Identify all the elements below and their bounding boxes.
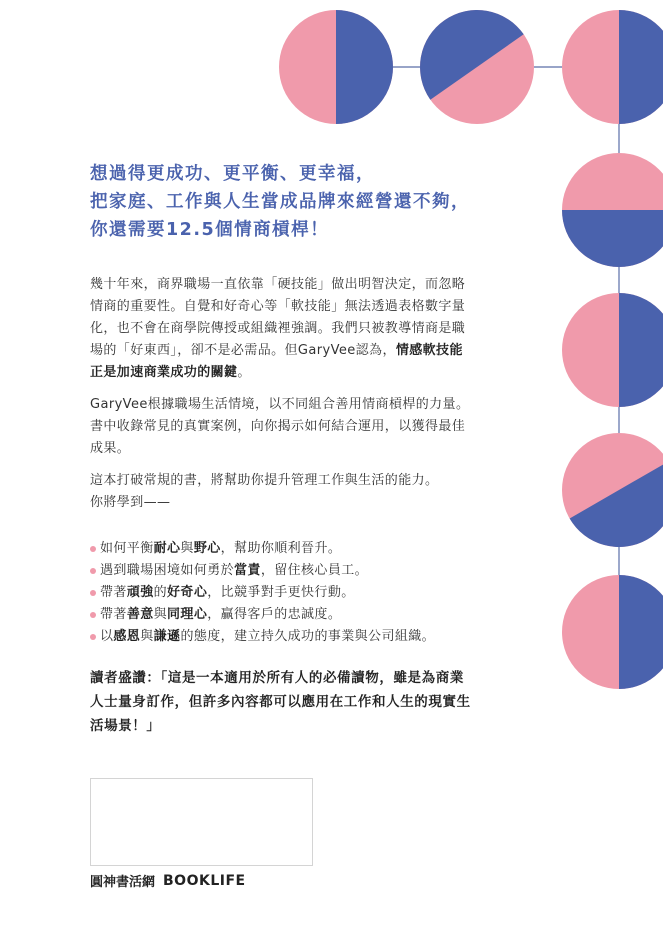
description [90, 274, 490, 514]
headline-line: 你還需要12.5個情商槓桿！ [90, 220, 330, 240]
paragraph-line: 情商的重要性。自覺和好奇心等「軟技能」無法透過表格數字量 [90, 299, 466, 314]
bullet-dot-icon [90, 546, 96, 552]
bullet-text: 帶著 [100, 585, 127, 600]
bullet-dot-icon [90, 568, 96, 574]
bullet-dot-icon [90, 612, 96, 618]
paragraph-line: 書中收錄常見的真實案例，向你揭示如何結合運用，以獲得最佳 [90, 419, 466, 434]
bullet-emphasis: 頑強 [126, 585, 154, 600]
bullet-emphasis: 善意 [126, 607, 154, 622]
paragraph-line: 幾十年來，商界職場一直依靠「硬技能」做出明智決定，而忽略 [90, 277, 466, 292]
publisher-brand: BOOKLIFE [163, 872, 246, 889]
bullet-emphasis: 野心 [193, 541, 221, 556]
circle-3 [562, 10, 663, 124]
paragraph-2 [90, 394, 490, 460]
bullet-emphasis: 謙遜 [153, 629, 181, 644]
bullet-text: 的態度，建立持久成功的事業與公司組織。 [180, 629, 436, 644]
review-line: 人士量身訂作，但許多內容都可以應用在工作和人生的現實生 [90, 694, 471, 710]
paragraph-line: 這本打破常規的書，將幫助你提升管理工作與生活的能力。 [90, 473, 439, 488]
circle-6 [562, 433, 663, 547]
bullet-dot-icon [90, 590, 96, 596]
reader-review [90, 666, 500, 738]
emphasis: 情感軟技能 [395, 343, 463, 358]
paragraph-1 [90, 274, 490, 384]
list-item [90, 604, 510, 626]
circle-4 [562, 153, 663, 267]
bullet-emphasis: 好奇心 [167, 585, 208, 600]
bullet-text: 的 [153, 585, 168, 600]
bullet-text: 如何平衡 [100, 541, 154, 556]
bullet-emphasis: 當責 [234, 563, 261, 578]
paragraph-line: 化，也不會在商學院傳授或組織裡強調。我們只被教導情商是職 [90, 321, 466, 336]
review-line: 活場景！」 [90, 718, 161, 734]
bullet-text: 以 [100, 629, 114, 644]
paragraph-line: 場的「好東西」，卻不是必需品。但GaryVee認為， [90, 343, 396, 358]
headline-line: 把家庭、工作與人生當成品牌來經營還不夠， [90, 192, 470, 212]
headline [90, 160, 520, 244]
bullet-text: 與 [140, 629, 154, 644]
paragraph-line: GaryVee根據職場生活情境，以不同組合善用情商槓桿的力量。 [90, 397, 470, 412]
bullet-text: ，贏得客戶的忠誠度。 [207, 607, 342, 622]
publisher-logo [90, 871, 246, 890]
bullet-text: 與 [153, 607, 168, 622]
list-item [90, 626, 510, 648]
circle-2 [420, 10, 534, 124]
bullet-list [90, 538, 510, 648]
publisher-name: 圓神書活網 [90, 875, 156, 890]
bullet-text: ，幫助你順利晉升。 [220, 541, 342, 556]
bullet-text: 帶著 [100, 607, 127, 622]
bullet-text: 與 [180, 541, 194, 556]
list-item [90, 538, 510, 560]
list-item [90, 582, 510, 604]
bullet-emphasis: 耐心 [153, 541, 181, 556]
circle-1 [279, 10, 393, 124]
paragraph-line: 你將學到—— [90, 495, 171, 510]
bullet-text: ，比競爭對手更快行動。 [207, 585, 355, 600]
emphasis: 正是加速商業成功的關鍵 [90, 365, 238, 380]
headline-line: 想過得更成功、更平衡、更幸福， [90, 164, 375, 184]
paragraph-3 [90, 470, 490, 514]
bullet-dot-icon [90, 634, 96, 640]
bullet-text: 遇到職場困境如何勇於 [100, 563, 235, 578]
barcode-box [90, 778, 313, 866]
paragraph-line: 。 [237, 365, 251, 380]
bullet-emphasis: 同理心 [167, 607, 208, 622]
review-line: 讀者盛讚：「這是一本適用於所有人的必備讀物，雖是為商業 [90, 670, 464, 686]
circle-7 [562, 575, 663, 689]
list-item [90, 560, 510, 582]
bullet-emphasis: 感恩 [113, 629, 141, 644]
bullet-text: ，留住核心員工。 [260, 563, 369, 578]
paragraph-line: 成果。 [90, 441, 131, 456]
circle-5 [562, 293, 663, 407]
